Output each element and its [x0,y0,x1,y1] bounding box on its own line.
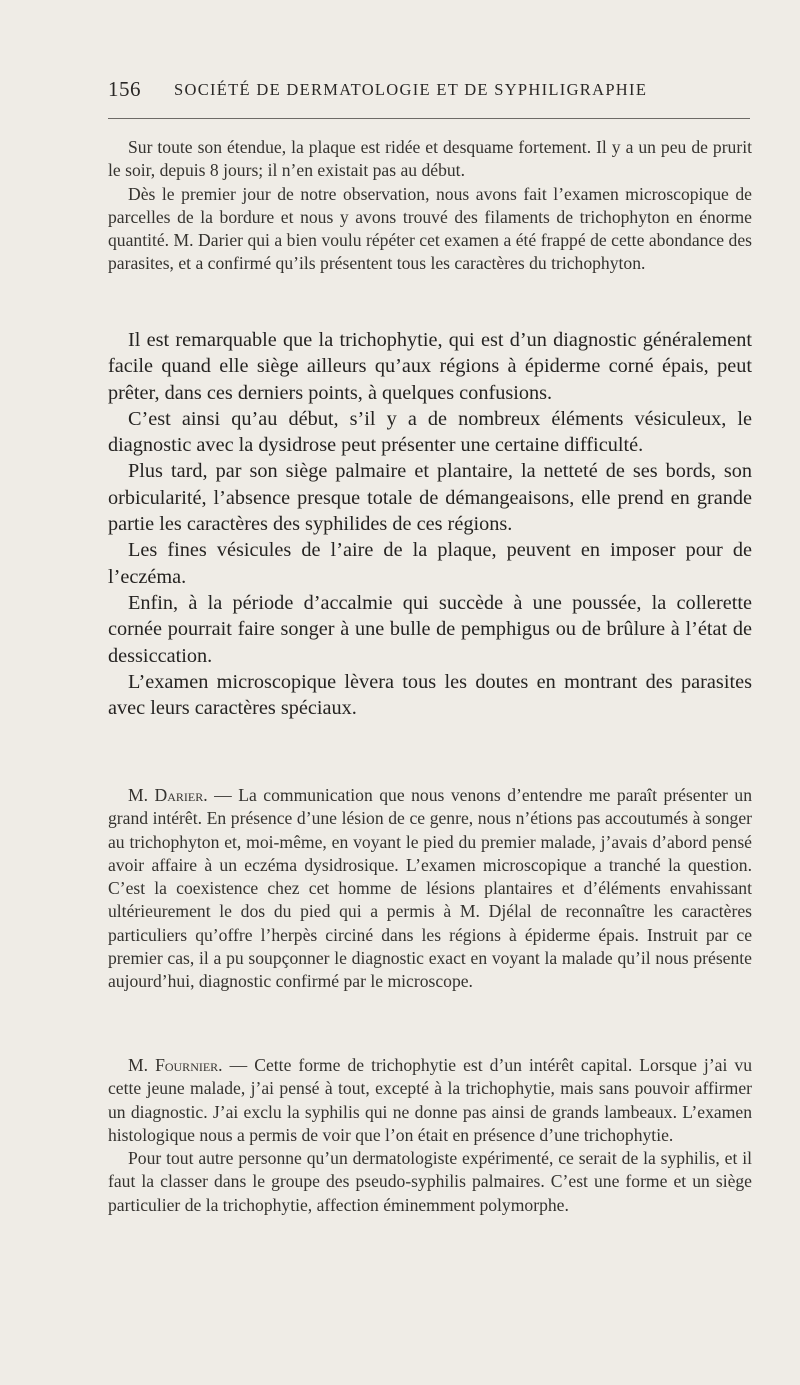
paragraph: Les fines vésicules de l’aire de la plaque, peuvent en imposer pour de l’eczéma. [108,539,752,588]
paragraph: Pour tout autre personne qu’un dermatologiste expérimenté, ce serait de la syphilis, et il faut la classer dans le groupe des pseudo-syphilis palmaires. C’est une forme et un siège particulier de la trichophytie, affection éminemment polymorphe. [108,1148,752,1215]
darier-remark [108,784,752,994]
discussion [108,327,752,721]
header-rule [108,118,750,119]
paragraph: Plus tard, par son siège palmaire et plantaire, la netteté de ses bords, son orbicularité, l’absence presque totale de démangeaisons, elle prend en grande partie les caractères des syphilides de ces régions. [108,460,752,536]
page-number: 156 [108,77,141,101]
journal-title: SOCIÉTÉ DE DERMATOLOGIE ET DE SYPHILIGRAPHIE [174,80,648,99]
case-description [108,136,752,276]
paragraph: Dès le premier jour de notre observation, nous avons fait l’examen microscopique de parcelles de la bordure et nous y avons trouvé des filaments de trichophyton en énorme quantité. M. Darier qui a bien voulu répéter cet examen a été frappé de cette abondance des parasites, et a confirmé qu’ils présentent tous les caractères du trichophyton. [108,183,752,274]
paragraph: Sur toute son étendue, la plaque est ridée et desquame fortement. Il y a un peu de prurit le soir, depuis 8 jours; il n’en existait pas au début. [108,137,752,181]
paragraph: L’examen microscopique lèvera tous les doutes en montrant des parasites avec leurs caractères spéciaux. [108,670,752,720]
paragraph: Il est remarquable que la trichophytie, qui est d’un diagnostic généralement facile quand elle siège ailleurs qu’aux régions à épiderme corné épais, peut prêter, dans ces derniers points, à quelques confusions. [108,329,752,404]
paragraph [108,784,752,994]
speaker-name: M. Fournier. [128,1055,223,1075]
remark-text: — La communication que nous venons d’entendre me paraît présenter un grand intérêt. En présence d’une lésion de ce genre, nous n’étions pas accoutumés à songer au trichophyton et, moi-même, en voyant le pied du premier malade, j’avais d’abord pensé avoir affaire à un eczéma dysidrosique. L’examen microscopique a tranché la question. C’est la coexistence chez cet homme de lésions plantaires et d’éléments envahissant ultérieurement le dos du pied qui a permis à M. Djélal de reconnaître les caractères particuliers qu’offre l’herpès circiné dans les régions à épiderme épais. Instruit par ce premier cas, il a pu soupçonner le diagnostic exact en voyant la malade qu’il nous présente aujourd’hui, diagnostic confirmé par le microscope. [108,785,753,992]
paragraph: Enfin, à la période d’accalmie qui succède à une poussée, la collerette cornée pourrait faire songer à une bulle de pemphigus ou de brûlure à l’état de dessiccation. [108,591,752,667]
running-head [108,77,750,107]
paragraph: C’est ainsi qu’au début, s’il y a de nombreux éléments vésiculeux, le diagnostic avec la dysidrose peut présenter une certaine difficulté. [108,407,752,457]
paragraph [108,1054,752,1147]
remark-text: — Cette forme de trichophytie est d’un intérêt capital. Lorsque j’ai vu cette jeune malade, j’ai pensé à tout, excepté à la trichophytie, mais sans pouvoir affirmer un diagnostic. J’ai exclu la syphilis qui ne donne pas ainsi de grands lambeaux. L’examen histologique nous a permis de voir que l’on était en présence d’une trichophytie. [108,1055,752,1145]
speaker-name: M. Darier. [128,785,208,805]
fournier-remark [108,1054,752,1217]
